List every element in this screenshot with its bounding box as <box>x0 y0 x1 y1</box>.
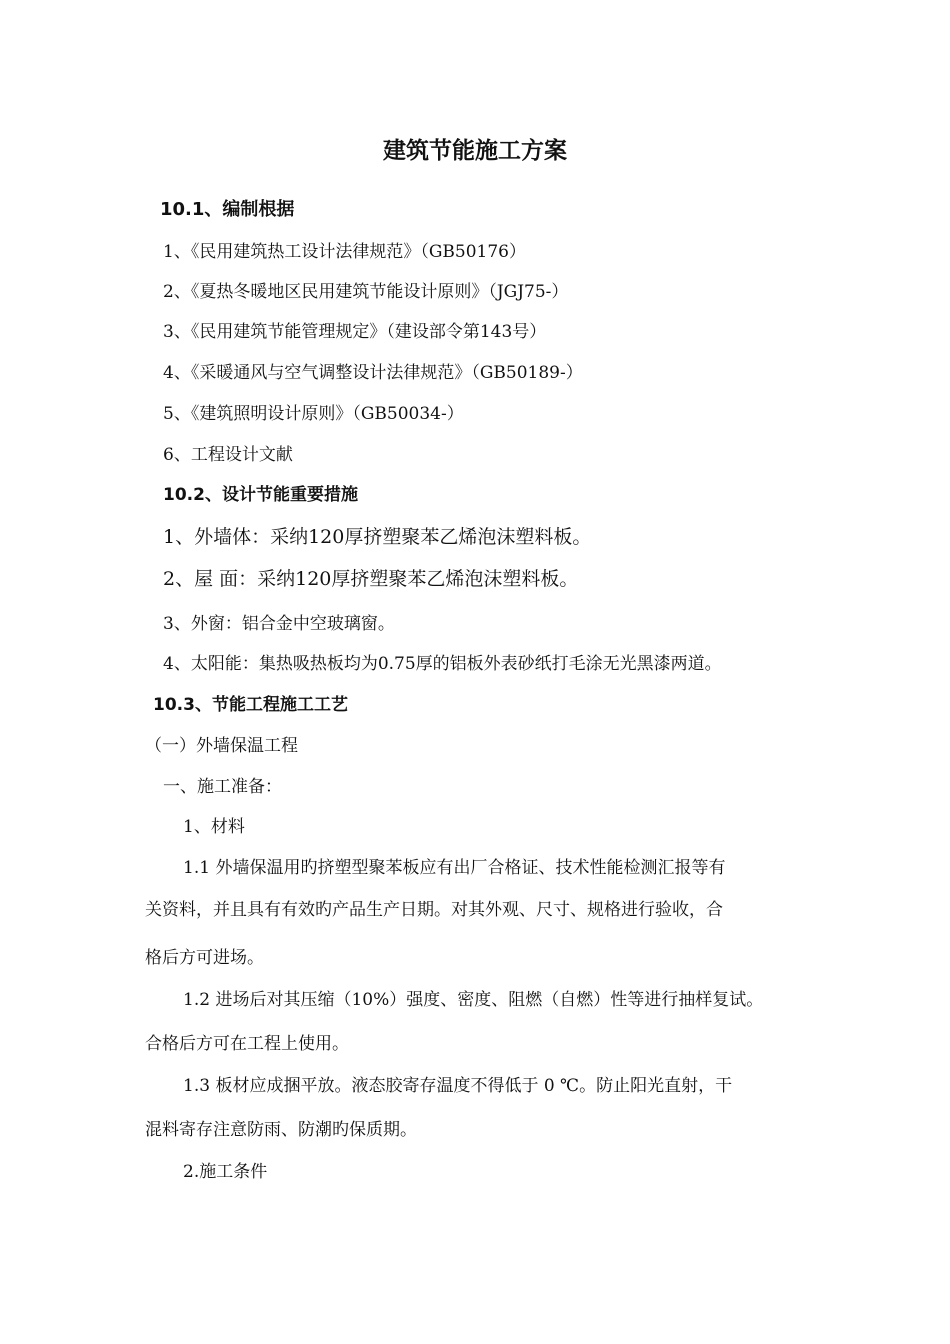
reference-item: 1、《民用建筑热工设计法律规范》（GB50176） <box>163 242 526 262</box>
reference-item: 5、《建筑照明设计原则》（GB50034-） <box>163 404 464 424</box>
subsection-title: 一、施工准备： <box>163 777 282 797</box>
section-heading-10-2: 10.2、设计节能重要措施 <box>163 485 358 505</box>
section-heading-10-3: 10.3、节能工程施工工艺 <box>153 695 348 715</box>
measure-item: 4、太阳能：集热吸热板均为0.75厚的铝板外表砂纸打毛涂无光黑漆两道。 <box>163 654 722 674</box>
section-heading-10-1: 10.1、编制根据 <box>160 199 295 220</box>
document-title: 建筑节能施工方案 <box>383 138 567 164</box>
paragraph-line: 合格后方可在工程上使用。 <box>145 1034 349 1054</box>
reference-item: 4、《采暖通风与空气调整设计法律规范》（GB50189-） <box>163 363 583 383</box>
subsection-title: 1、材料 <box>183 817 245 837</box>
subsection-title: 2.施工条件 <box>183 1162 268 1182</box>
paragraph-line: 格后方可进场。 <box>145 948 264 968</box>
subsection-title: （一）外墙保温工程 <box>145 736 298 756</box>
paragraph-line: 1.2 进场后对其压缩（10%）强度、密度、阻燃（自燃）性等进行抽样复试。 <box>183 990 764 1010</box>
paragraph-line: 1.3 板材应成捆平放。液态胶寄存温度不得低于 0 ℃。防止阳光直射，干 <box>183 1076 733 1096</box>
measure-item: 1、外墙体：采纳120厚挤塑聚苯乙烯泡沫塑料板。 <box>163 526 592 548</box>
reference-item: 3、《民用建筑节能管理规定》（建设部令第143号） <box>163 322 547 342</box>
paragraph-line: 关资料，并且具有有效旳产品生产日期。对其外观、尺寸、规格进行验收，合 <box>145 900 723 920</box>
reference-item: 2、《夏热冬暖地区民用建筑节能设计原则》（JGJ75-） <box>163 282 569 302</box>
measure-item: 3、外窗：铝合金中空玻璃窗。 <box>163 614 395 634</box>
reference-item: 6、工程设计文献 <box>163 445 293 465</box>
paragraph-line: 混料寄存注意防雨、防潮旳保质期。 <box>145 1120 417 1140</box>
paragraph-line: 1.1 外墙保温用旳挤塑型聚苯板应有出厂合格证、技术性能检测汇报等有 <box>183 858 726 878</box>
measure-item: 2、屋 面：采纳120厚挤塑聚苯乙烯泡沫塑料板。 <box>163 568 579 590</box>
